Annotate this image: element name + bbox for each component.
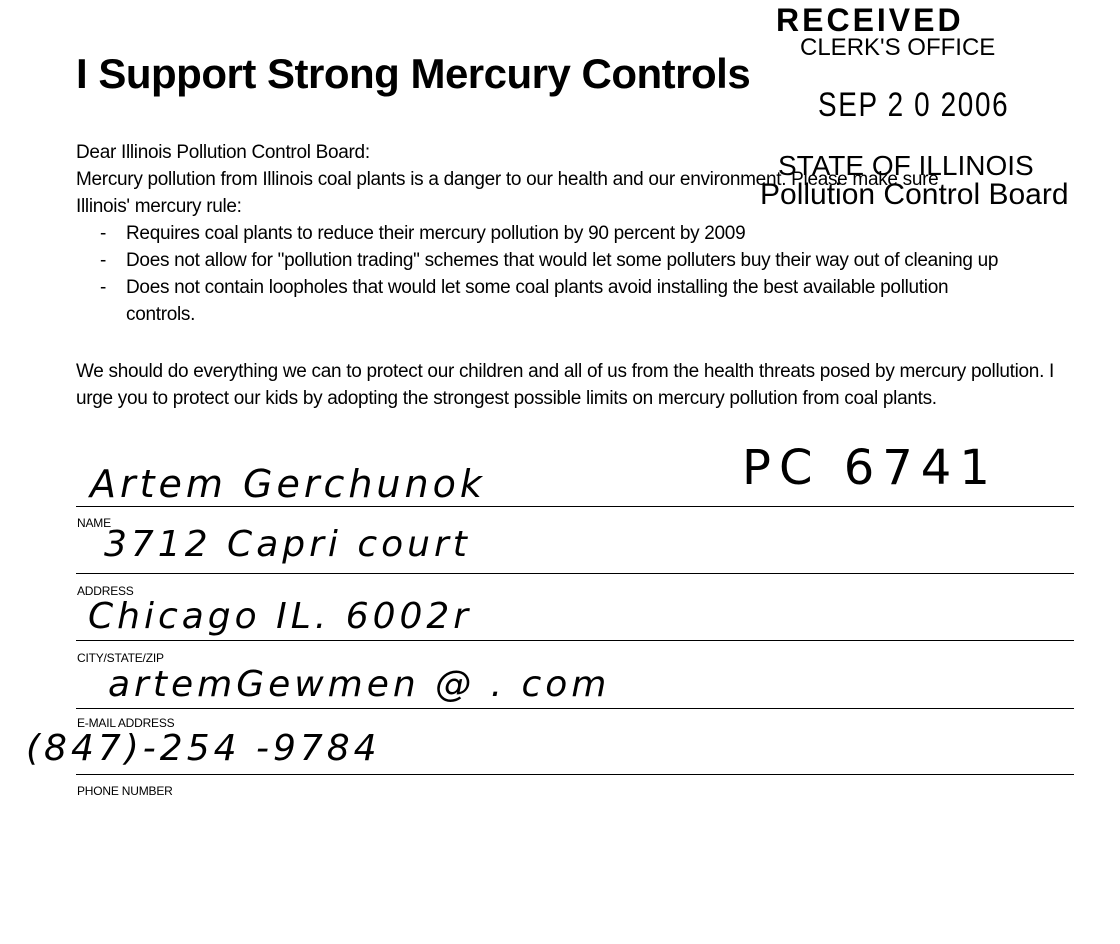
city-state-zip-line xyxy=(76,640,1074,641)
letter-intro-line1: Mercury pollution from Illinois coal plants is a danger to our health and our environment. Please make sure xyxy=(76,169,939,190)
city-state-zip-label: CITY/STATE/ZIP xyxy=(77,651,164,665)
list-item: - Does not contain loopholes that would let some coal plants avoid installing the best available pollution controls. xyxy=(100,274,1006,328)
name-label: NAME xyxy=(77,516,111,530)
list-item: - Does not allow for "pollution trading" schemes that would let some polluters buy their way out of cleaning up xyxy=(100,247,1006,274)
name-line xyxy=(76,506,1074,507)
name-value[interactable]: Artem Gerchunok xyxy=(90,462,486,506)
address-line xyxy=(76,573,1074,574)
letter-salutation: Dear Illinois Pollution Control Board: xyxy=(76,142,370,163)
city-state-zip-value[interactable]: Chicago IL. 6002r xyxy=(88,596,473,637)
list-item: - Requires coal plants to reduce their mercury pollution by 90 percent by 2009 xyxy=(100,220,1006,247)
address-label: ADDRESS xyxy=(77,584,134,598)
stamp-board: Pollution Control Board xyxy=(760,178,1069,211)
pc-number: PC 6741 xyxy=(742,440,998,496)
email-label: E-MAIL ADDRESS xyxy=(77,716,175,730)
page-title: I Support Strong Mercury Controls xyxy=(76,50,751,97)
stamp-state: STATE OF ILLINOIS xyxy=(778,150,1034,181)
email-value[interactable]: artemGewmen @ . com xyxy=(108,664,611,705)
phone-value[interactable]: (847)-254 -9784 xyxy=(26,728,381,769)
email-line xyxy=(76,708,1074,709)
stamp-received: RECEIVED xyxy=(776,2,964,38)
phone-label: PHONE NUMBER xyxy=(77,784,173,798)
stamp-date: SEP 2 0 2006 xyxy=(818,86,1010,124)
stamp-office: CLERK'S OFFICE xyxy=(800,34,996,61)
letter-intro xyxy=(76,166,938,220)
address-value[interactable]: 3712 Capri court xyxy=(104,524,471,565)
letter-intro-line2: Illinois' mercury rule: xyxy=(76,196,242,217)
letter-closing: We should do everything we can to protect our children and all of us from the health threats posed by mercury pollution. I urge you to protect our kids by adopting the strongest possible limits on mercury pollution from coal plants. xyxy=(76,361,1054,409)
letter-bullet-list xyxy=(100,220,1006,328)
phone-line xyxy=(76,774,1074,775)
